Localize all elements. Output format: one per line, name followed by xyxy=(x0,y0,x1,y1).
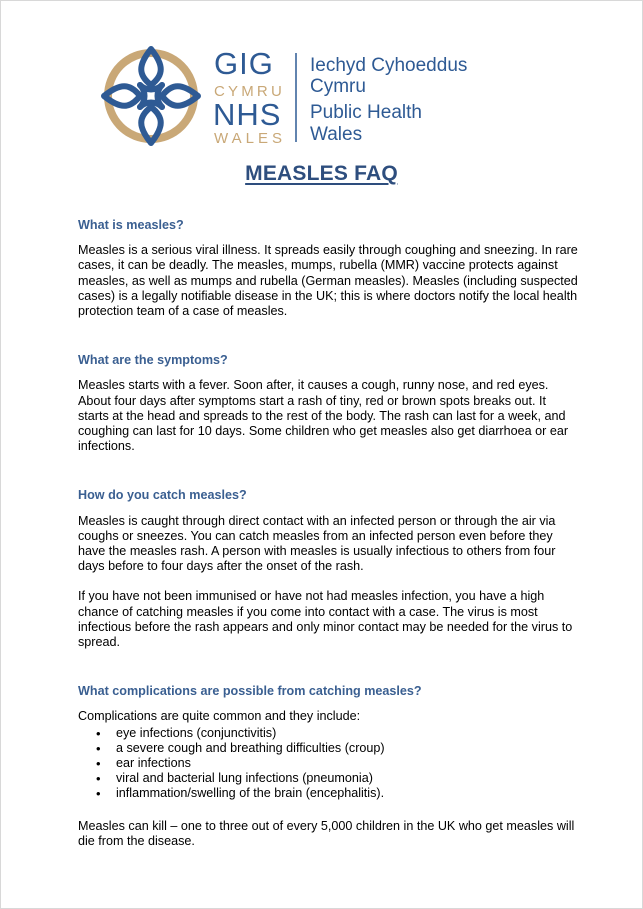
celtic-knot-icon xyxy=(104,49,198,143)
faq-section-complications xyxy=(78,684,578,849)
list-item: • eye infections (conjunctivitis) xyxy=(78,726,578,741)
complications-list xyxy=(78,726,578,802)
complications-intro: Complications are quite common and they include: xyxy=(78,709,361,724)
logo-cymru: CYMRU xyxy=(214,83,285,100)
faq-question: What complications are possible from catching measles? xyxy=(78,684,422,699)
list-item: • a severe cough and breathing difficulties (croup) xyxy=(78,741,578,756)
complications-closing: Measles can kill – one to three out of every 5,000 children in the UK who get measles will die from the disease. xyxy=(78,818,575,848)
logo-gig: GIG xyxy=(214,46,274,81)
faq-paragraph: If you have not been immunised or have not had measles infection, you have a high chance of catching measles if you come into contact with a case. The virus is most infectious before the rash appears and only minor contact may be needed for the virus to spread. xyxy=(78,589,573,650)
logo-english-line2: Wales xyxy=(310,124,363,145)
list-item: • ear infections xyxy=(78,756,578,771)
faq-section-what-is xyxy=(78,218,578,319)
logo-nhs: NHS xyxy=(213,97,282,132)
faq-paragraph: Measles is caught through direct contact with an infected person or through the air via coughs or sneezes. You can catch measles from an infected person even before they have the measles rash. A person with measles is usually infectious to others from four days before to four days after the onset of the rash. xyxy=(78,513,556,574)
logo-wales: WALES xyxy=(214,130,286,147)
nhs-wales-logo xyxy=(96,41,468,151)
list-item: • viral and bacterial lung infections (pneumonia) xyxy=(78,771,578,786)
faq-section-catching xyxy=(78,488,578,650)
faq-section-symptoms xyxy=(78,353,578,454)
logo-welsh-line2: Cymru xyxy=(310,76,366,97)
faq-paragraph: Measles starts with a fever. Soon after, it causes a cough, runny nose, and red eyes. About four days after symptoms start a rash of tiny, red or brown spots breaks out. It starts at the head and spreads to the rest of the body. The rash can last for a week, and coughing can last for 10 days. Some children who get measles also get diarrhoea or ear infections. xyxy=(78,378,569,454)
page-title: MEASLES FAQ xyxy=(245,162,398,185)
logo-english-line1: Public Health xyxy=(310,102,422,123)
logo-welsh-line1: Iechyd Cyhoeddus xyxy=(310,55,468,76)
list-item: • inflammation/swelling of the brain (encephalitis). xyxy=(78,786,578,801)
faq-question: What is measles? xyxy=(78,218,184,232)
faq-content xyxy=(78,218,578,883)
faq-paragraph: Measles is a serious viral illness. It spreads easily through coughing and sneezing. In rare cases, it can be deadly. The measles, mumps, rubella (MMR) vaccine protects against measles, as well as mumps and rubella (German measles). Measles (including suspected cases) is a legally notifiable disease in the UK; this is where doctors notify the local health protection team of a case of measles. xyxy=(78,243,578,319)
faq-question: What are the symptoms? xyxy=(78,353,228,368)
faq-question: How do you catch measles? xyxy=(78,488,247,503)
